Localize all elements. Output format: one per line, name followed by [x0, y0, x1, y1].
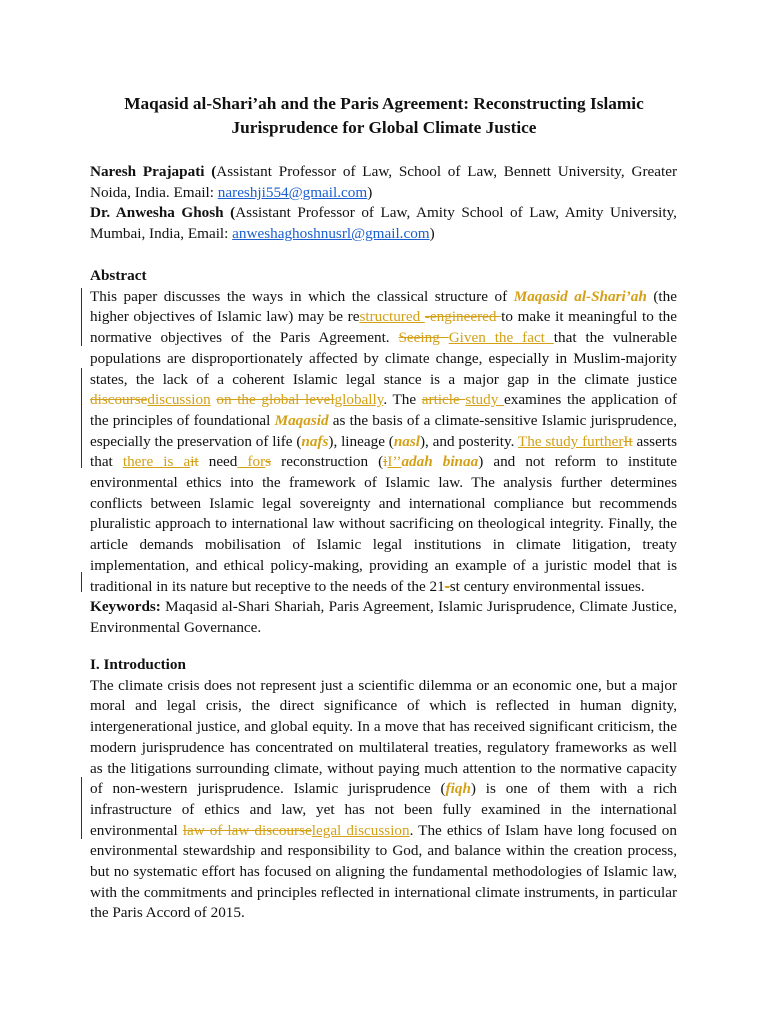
emphasized-term: Maqasid al-Shari’ah — [513, 287, 647, 305]
emphasized-term: Maqasid — [274, 411, 329, 429]
emphasized-term: adah binaa — [401, 453, 479, 471]
introduction-text — [90, 676, 677, 924]
keywords-text: Maqasid al-Shari Shariah, Paris Agreement, Islamic Jurisprudence, Climate Justice, Environmental Governance. — [90, 598, 677, 636]
abstract-text — [90, 287, 677, 598]
change-bar — [81, 288, 82, 346]
paren: ) — [367, 183, 373, 201]
tracked-insertion: study — [465, 391, 504, 409]
tracked-deletion: Seeing — [398, 329, 449, 347]
text-run: The climate crisis does not represent just a scientific dilemma or an economic one, but a major moral and legal crisis, the direct significance of which is reflected in human dignity, intergenerational justice, and global equity. In a move that has received significant criticism, the modern jurisprudence has concentrated on multilateral treaties, regulatory frameworks as well as the litigations surrounding climate, without paying much attention to the normative capacity of non-western jurisprudence. Islamic jurisprudence ( — [90, 676, 677, 798]
tracked-deletion: i — [383, 453, 388, 471]
text-run: that the vulnerable populations are disproportionately affected by climate change, especially in Muslim-majority states, the lack of a coherent Islamic legal stance is a major gap in the climate justice — [90, 329, 677, 388]
emphasized-term: nafs — [301, 432, 329, 450]
text-run: st century environmental issues. — [449, 577, 645, 595]
tracked-deletion: article — [421, 391, 466, 409]
text-run: ), lineage ( — [328, 432, 394, 450]
tracked-insertion: for — [237, 453, 266, 471]
change-bar — [81, 368, 82, 468]
author-name: Naresh Prajapati ( — [90, 163, 217, 180]
text-run: ), and posterity. — [419, 432, 518, 450]
author-name: Dr. Anwesha Ghosh ( — [90, 204, 236, 222]
tracked-insertion: I’’ — [387, 453, 402, 471]
change-bar — [81, 572, 82, 592]
emphasized-term: fiqh — [445, 780, 471, 798]
author-affiliation: Assistant Professor of Law, School of Law, Bennett University, Greater Noida, India. Email: — [90, 163, 677, 201]
abstract-heading: Abstract — [90, 267, 147, 284]
tracked-deletion: -engineered — [424, 308, 502, 326]
author-email-link[interactable]: anweshaghoshnusrl@gmail.com — [232, 225, 430, 243]
text-run: . The — [383, 391, 422, 409]
text-run: to make it meaningful to the normative objectives of the Paris Agreement. — [90, 308, 677, 347]
author-affiliation: Assistant Professor of Law, Amity School of Law, Amity University, Mumbai, India, Email: — [90, 204, 677, 243]
tracked-insertion: there is a — [122, 453, 191, 471]
paper-title: Maqasid al-Shari’ah and the Paris Agreement: Reconstructing Islamic Jurisprudence for Global Climate Justice — [124, 94, 644, 137]
change-bar — [81, 777, 82, 839]
tracked-insertion: structured — [359, 308, 425, 326]
tracked-deletion: it — [190, 453, 199, 471]
author-2 — [90, 203, 677, 244]
tracked-insertion: legal discussion — [311, 821, 410, 839]
text-run: asserts that — [90, 432, 677, 471]
authors-block — [90, 162, 677, 245]
tracked-insertion: discussion — [147, 391, 211, 409]
keywords — [90, 597, 677, 638]
tracked-insertion: globally — [334, 391, 384, 409]
tracked-deletion: on the global level — [216, 391, 335, 409]
text-run: . The ethics of Islam have long focused on environmental stewardship and responsibility to God, and balance within the creation process, but no systematic effort has focused on aligning the fundamental methodologies of Islamic law, with the commitments and principles reflected in international climate instruments, in particular the Paris Accord of 2015. — [90, 821, 677, 922]
tracked-deletion: law of law discourse — [182, 821, 312, 839]
text-run: need — [198, 453, 238, 471]
text-run: (the higher objectives of Islamic law) may be re — [90, 287, 677, 326]
text-run: reconstruction ( — [271, 453, 384, 471]
tracked-deletion: It — [623, 432, 633, 450]
text-run: examines the application of the principles of foundational — [90, 391, 677, 429]
author-email-link[interactable]: nareshji554@gmail.com — [217, 183, 368, 201]
paren: ) — [429, 225, 435, 243]
text-run: as the basis of a climate-sensitive Islamic jurisprudence, especially the preservation of life ( — [90, 411, 678, 450]
tracked-deletion: discourse — [90, 391, 148, 409]
introduction-section — [90, 655, 677, 924]
text-run: ) is one of them with a rich infrastructure of ethics and law, yet has not been fully examined in the international environmental — [90, 780, 677, 839]
abstract-section — [90, 266, 677, 639]
introduction-heading: I. Introduction — [90, 656, 186, 673]
tracked-insertion: Given the fact — [448, 329, 554, 347]
tracked-insertion: The study further — [517, 432, 624, 450]
emphasized-term: nasl — [393, 432, 420, 450]
tracked-deletion: s — [265, 453, 272, 471]
tracked-deletion: - — [444, 577, 450, 595]
text-run: ) and not reform to institute environmental ethics into the framework of Islamic law. The analysis further determines conflicts between Islamic legal sovereignty and international compliance but recommends pluralistic approach to international law without sacrificing on theological integrity. Finally, the article demands mobilisation of Islamic legal institutions in climate litigation, treaty implementation, and ethical policy-making, providing an example of a juristic model that is traditional in its nature but receptive to the needs of the 21 — [90, 453, 677, 595]
text-run: This paper discusses the ways in which the classical structure of — [90, 287, 514, 305]
keywords-label: Keywords: — [90, 598, 161, 616]
author-1 — [90, 162, 677, 203]
